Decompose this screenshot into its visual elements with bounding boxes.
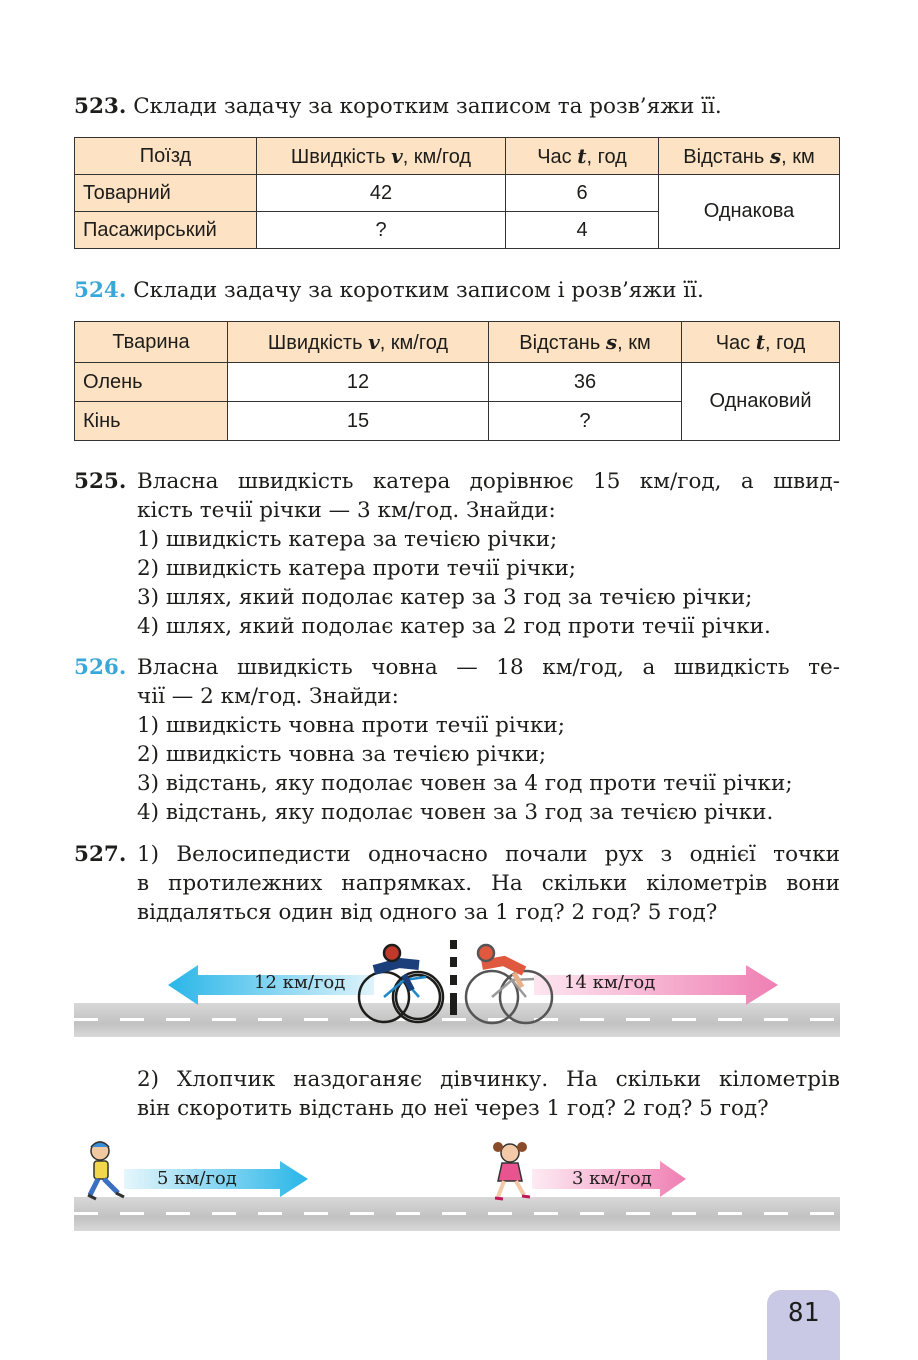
task-number: 526. [74, 655, 127, 680]
table-cell-merged: Однаковий [682, 363, 840, 441]
table-header: Час t, год [506, 138, 659, 175]
task-527 [74, 840, 840, 927]
table-row [75, 175, 840, 212]
table-header: Поїзд [75, 138, 257, 175]
start-post-icon [450, 940, 457, 1015]
table-cell: Товарний [75, 175, 257, 212]
table-header: Тварина [75, 322, 228, 363]
table-row [75, 363, 840, 402]
table-cell: Пасажирський [75, 212, 257, 249]
task-line: 3) шлях, який подолає катер за 3 год за течією річки; [137, 585, 753, 610]
table-cell: Кінь [75, 402, 228, 441]
task-527-part2 [74, 1065, 840, 1123]
task-text: Склади задачу за коротким записом і розв’яжи її. [133, 278, 704, 303]
table-header: Відстань s, км [659, 138, 840, 175]
table-cell: Олень [75, 363, 228, 402]
task-line: в протилежних напрямках. На скільки кілометрів вони [137, 871, 840, 896]
task-number: 523. [74, 94, 127, 119]
task-524 [74, 276, 840, 305]
table-header: Швидкість v, км/год [228, 322, 489, 363]
speed-label-right: 14 км/год [564, 972, 656, 993]
task-number: 524. [74, 278, 127, 303]
task-line: кість течії річки — 3 км/год. Знайди: [137, 498, 556, 523]
cyclists-drawing [74, 935, 840, 1045]
page-number: 81 [787, 1298, 820, 1328]
task-523 [74, 92, 840, 121]
table-cell: 12 [228, 363, 489, 402]
table-cell: 42 [257, 175, 506, 212]
task-line: Власна швидкість човна — 18 км/год, а швидкість те- [137, 655, 840, 680]
task-line: 1) швидкість човна проти течії річки; [137, 713, 565, 738]
table-cell: ? [489, 402, 682, 441]
table-header: Відстань s, км [489, 322, 682, 363]
table-header: Швидкість v, км/год [257, 138, 506, 175]
boy-icon [88, 1142, 124, 1199]
table-cell: 6 [506, 175, 659, 212]
boy-speed-label: 5 км/год [157, 1168, 237, 1189]
task-number: 527. [74, 842, 127, 867]
table-header: Час t, год [682, 322, 840, 363]
table-cell: 36 [489, 363, 682, 402]
task-line: чії — 2 км/год. Знайди: [137, 684, 399, 709]
girl-icon [493, 1142, 530, 1199]
task-line: 2) Хлопчик наздоганяє дівчинку. На скільки кілометрів [137, 1067, 840, 1092]
task-line: 1) Велосипедисти одночасно почали рух з однієї точки [137, 842, 840, 867]
task-text: Склади задачу за коротким записом та розв’яжи її. [133, 94, 722, 119]
table-cell: 4 [506, 212, 659, 249]
speed-label-left: 12 км/год [254, 972, 346, 993]
task-number: 525. [74, 469, 127, 494]
table-cell: 15 [228, 402, 489, 441]
page-number-tab [767, 1290, 840, 1360]
table-523 [74, 137, 840, 249]
task-line: 1) швидкість катера за течією річки; [137, 527, 558, 552]
table-cell: ? [257, 212, 506, 249]
cyclists-illustration [74, 935, 840, 1045]
task-line: 4) шлях, який подолає катер за 2 год проти течії річки. [137, 614, 771, 639]
table-cell-merged: Однакова [659, 175, 840, 249]
boy-girl-illustration [74, 1135, 840, 1235]
task-525 [74, 467, 840, 641]
task-line: 2) швидкість катера проти течії річки; [137, 556, 577, 581]
task-line: віддаляться один від одного за 1 год? 2 год? 5 год? [137, 900, 718, 925]
task-526 [74, 653, 840, 827]
girl-speed-label: 3 км/год [572, 1168, 652, 1189]
task-line: 4) відстань, яку подолає човен за 3 год за течією річки. [137, 800, 774, 825]
table-524 [74, 321, 840, 441]
task-line: 3) відстань, яку подолає човен за 4 год проти течії річки; [137, 771, 793, 796]
task-line: 2) швидкість човна за течією річки; [137, 742, 547, 767]
task-line: він скоротить відстань до неї через 1 год? 2 год? 5 год? [137, 1096, 769, 1121]
task-line: Власна швидкість катера дорівнює 15 км/год, а швид- [137, 469, 840, 494]
